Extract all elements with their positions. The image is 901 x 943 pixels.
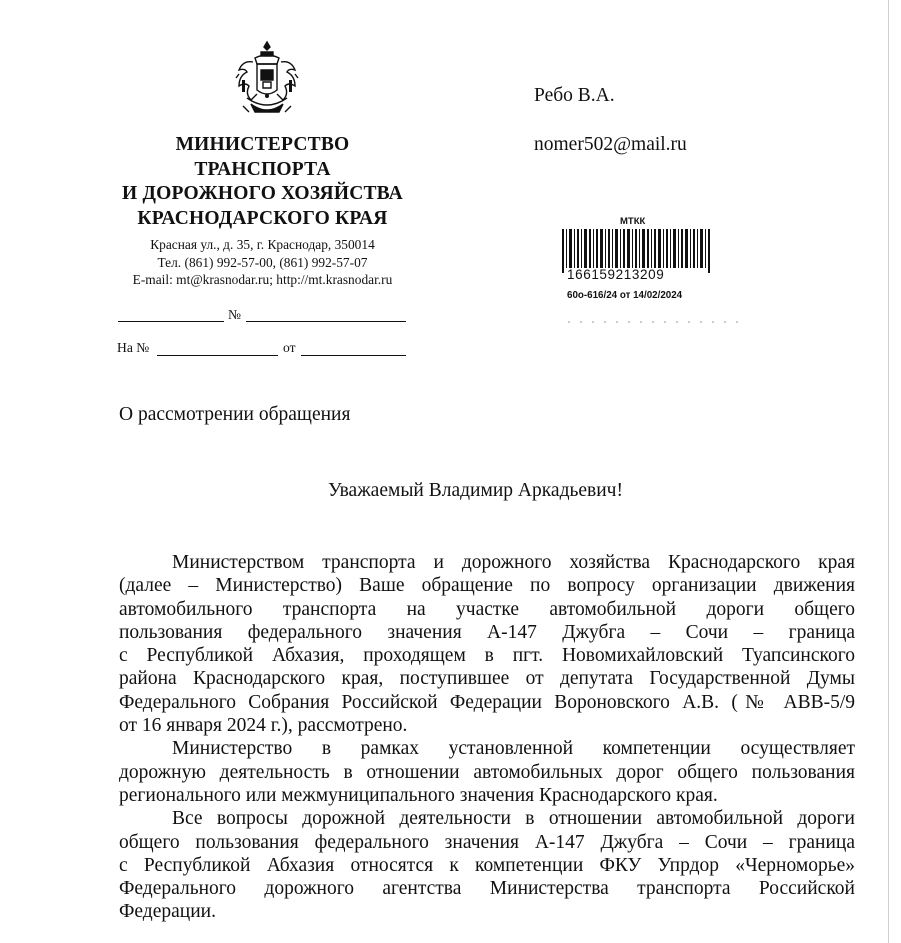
email-line: E-mail: mt@krasnodar.ru; http://mt.krasnodar.ru: [132, 272, 393, 287]
text-line: общего пользования федерального значения А-147 Джубга – Сочи – граница: [119, 831, 855, 853]
barcode-digits: 166159213209: [566, 268, 706, 282]
outgoing-number-blank: [246, 321, 406, 322]
letter-subject: О рассмотрении обращения: [119, 404, 351, 425]
phone-line: Тел. (861) 992-57-00, (861) 992-57-07: [157, 254, 368, 270]
salutation: Уважаемый Владимир Аркадьевич!: [328, 480, 623, 501]
reply-date-blank: [301, 355, 406, 356]
registration-number: 60о-616/24 от 14/02/2024: [567, 290, 683, 301]
text-line: Все вопросы дорожной деятельности в отношении автомобильной дороги: [172, 808, 855, 830]
outgoing-date-blank: [118, 321, 224, 322]
ministry-line: И ДОРОЖНОГО ХОЗЯЙСТВА: [122, 183, 403, 204]
letter-body: [119, 551, 855, 924]
text-line: автомобильного транспорта на участке автомобильной дороги общего: [119, 598, 855, 620]
recipient-email: nomer502@mail.ru: [534, 134, 687, 155]
text-line: Министерством транспорта и дорожного хозяйства Краснодарского края: [172, 552, 855, 573]
text-line: с Республикой Абхазия относятся к компетенции ФКУ Упрдор «Черноморье»: [119, 854, 855, 876]
text-line: Федерального дорожного агентства Министерства транспорта Российской: [119, 878, 855, 900]
ministry-line: МИНИСТЕРСТВО: [175, 134, 350, 155]
text-line: района Краснодарского края, поступившее от депутата Государственной Думы: [119, 668, 855, 690]
reply-number-blank: [157, 355, 278, 356]
text-line: Федерации.: [119, 901, 216, 923]
text-line: регионального или межмуниципального значения Краснодарского края.: [119, 784, 718, 806]
coat-of-arms-icon: [233, 40, 301, 118]
text-line: Федерального Собрания Российской Федерации Вороновского А.В. (№ АВВ-5/9: [119, 691, 855, 713]
ministry-line: КРАСНОДАРСКОГО КРАЯ: [137, 207, 388, 229]
ministry-line: ТРАНСПОРТА: [194, 158, 331, 180]
text-line: дорожную деятельность в отношении автомобильных дорог общего пользования: [119, 761, 855, 783]
paragraph: [119, 551, 855, 737]
text-line: с Республикой Абхазия, проходящем в пгт. Новомихайловский Туапсинского: [119, 645, 855, 667]
text-line: от 16 января 2024 г.), рассмотрено.: [119, 715, 408, 737]
dotted-divider: [563, 321, 738, 323]
stamp-label: МТКК: [620, 216, 646, 227]
address-line: Красная ул., д. 35, г. Краснодар, 350014: [150, 237, 375, 252]
paragraph: [119, 807, 855, 923]
reply-to-label: На №: [117, 340, 150, 355]
ministry-address: [100, 236, 425, 289]
number-label: №: [228, 307, 241, 322]
paragraph: [119, 737, 855, 807]
text-line: пользования федерального значения А-147 Джубга – Сочи – граница: [119, 621, 855, 643]
recipient-name: Ребо В.А.: [534, 85, 615, 106]
text-line: Министерство в рамках установленной компетенции осуществляет: [172, 738, 855, 760]
ministry-name: [100, 133, 425, 231]
text-line: (далее – Министерство) Ваше обращение по вопросу организации движения: [119, 575, 855, 597]
page-edge: [888, 0, 889, 943]
date-label: от: [283, 340, 296, 355]
